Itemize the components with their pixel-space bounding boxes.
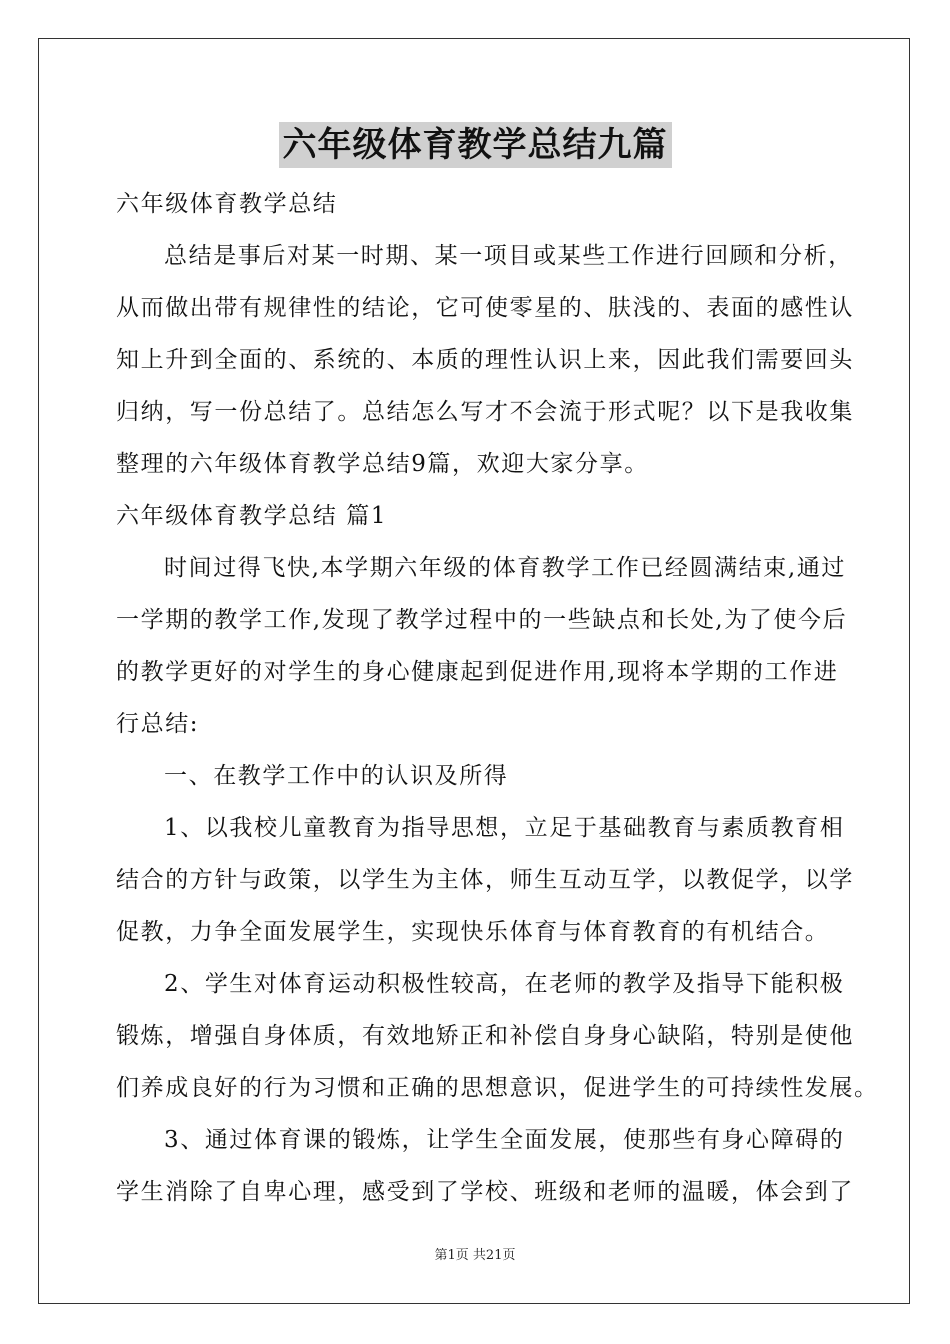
- paragraph-line: 时间过得飞快,本学期六年级的体育教学工作已经圆满结束,通过: [164, 555, 847, 581]
- paragraph-line: 从而做出带有规律性的结论，它可使零星的、肤浅的、表面的感性认: [116, 295, 854, 321]
- paragraph-line: 1、以我校儿童教育为指导思想，立足于基础教育与素质教育相: [164, 815, 845, 841]
- paragraph-line: 促教，力争全面发展学生，实现快乐体育与体育教育的有机结合。: [116, 919, 830, 945]
- paragraph-line: 们养成良好的行为习惯和正确的思想意识，促进学生的可持续性发展。: [116, 1075, 879, 1101]
- paragraph-line: 3、通过体育课的锻炼，让学生全面发展，使那些有身心障碍的: [164, 1127, 845, 1153]
- section-heading: 六年级体育教学总结: [116, 191, 338, 217]
- paragraph-line: 2、学生对体育运动积极性较高，在老师的教学及指导下能积极: [164, 971, 845, 997]
- section-heading: 六年级体育教学总结 篇1: [116, 503, 388, 529]
- paragraph-line: 学生消除了自卑心理，感受到了学校、班级和老师的温暖，体会到了: [116, 1179, 854, 1205]
- paragraph-line: 知上升到全面的、系统的、本质的理性认识上来，因此我们需要回头: [116, 347, 854, 373]
- subsection-heading: 一、在教学工作中的认识及所得: [164, 763, 509, 789]
- paragraph-line: 的教学更好的对学生的身心健康起到促进作用,现将本学期的工作进: [116, 659, 839, 685]
- paragraph-line: 整理的六年级体育教学总结9篇，欢迎大家分享。: [116, 451, 649, 477]
- paragraph-line: 行总结:: [116, 711, 200, 737]
- paragraph-line: 归纳，写一份总结了。总结怎么写才不会流于形式呢？以下是我收集: [116, 399, 854, 425]
- paragraph-line: 锻炼，增强自身体质，有效地矫正和补偿自身身心缺陷，特别是使他: [116, 1023, 854, 1049]
- paragraph-line: 总结是事后对某一时期、某一项目或某些工作进行回顾和分析，: [164, 243, 853, 269]
- document-title: 六年级体育教学总结九篇: [279, 122, 672, 168]
- paragraph-line: 结合的方针与政策，以学生为主体，师生互动互学，以教促学，以学: [116, 867, 854, 893]
- document-title-block: [0, 122, 950, 168]
- page-number: 第1页 共21页: [434, 1248, 516, 1263]
- document-body: [116, 178, 879, 1218]
- paragraph-line: 一学期的教学工作,发现了教学过程中的一些缺点和长处,为了使今后: [116, 607, 848, 633]
